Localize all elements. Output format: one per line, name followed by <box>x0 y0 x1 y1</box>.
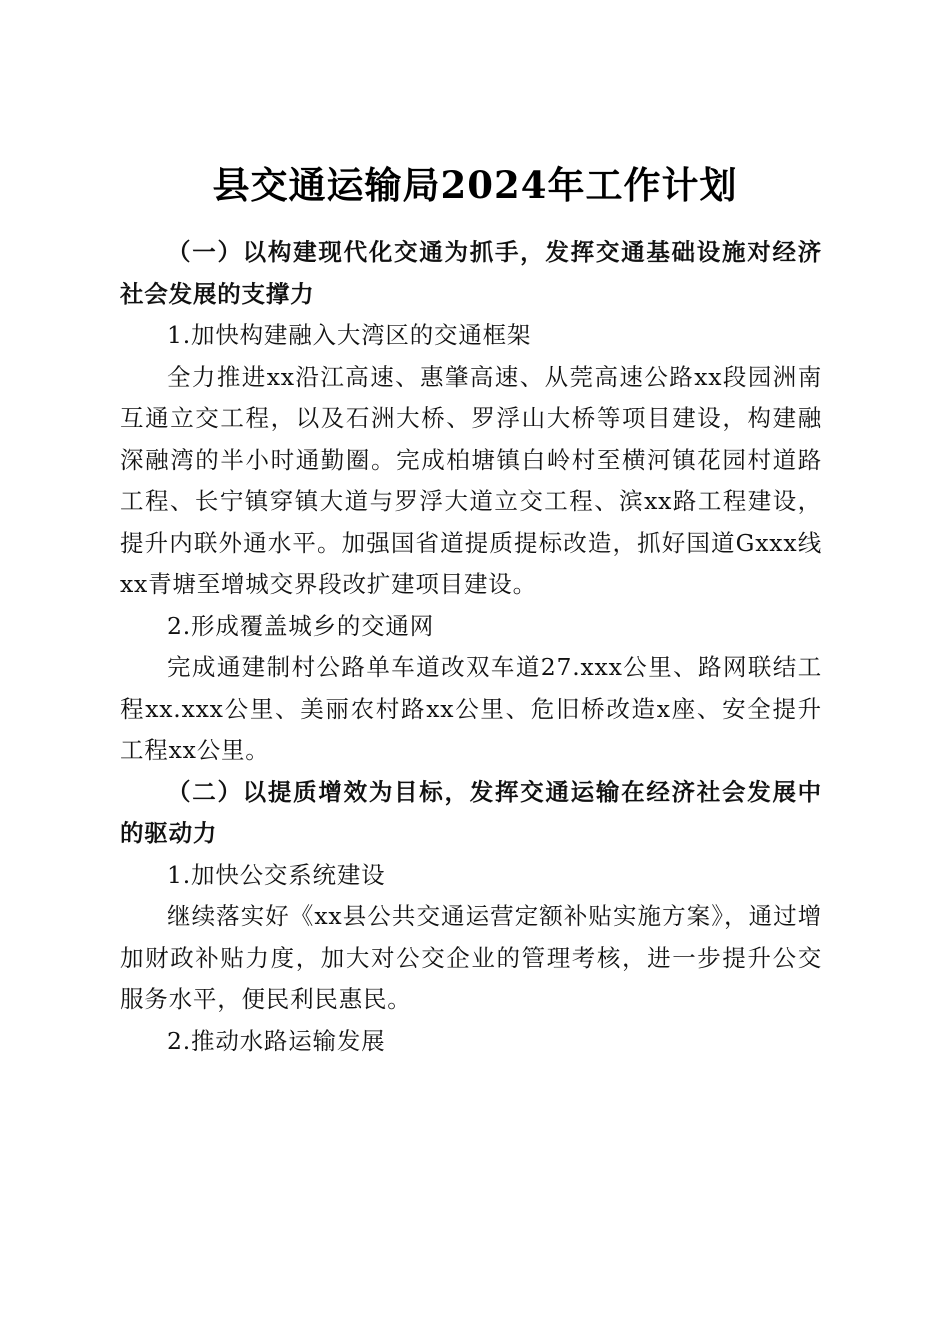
subsection-heading: 1.加快公交系统建设 <box>167 860 386 889</box>
body-paragraph: 继续落实好《xx县公共交通运营定额补贴实施方案》，通过增加财政补贴力度，加大对公交企业的管理考核，进一步提升公交服务水平，便民利民惠民。 <box>120 902 822 1013</box>
subsection-heading: 2.形成覆盖城乡的交通网 <box>167 611 435 640</box>
document-body <box>120 232 822 1062</box>
subsection-heading: 1.加快构建融入大湾区的交通框架 <box>167 321 532 349</box>
section-heading: （一）以构建现代化交通为抓手，发挥交通基础设施对经济社会发展的支撑力 <box>120 238 822 308</box>
document-title: 县交通运输局2024年工作计划 <box>212 162 738 207</box>
body-paragraph: 全力推进xx沿江高速、惠肇高速、从莞高速公路xx段园洲南互通立交工程，以及石洲大桥、罗浮山大桥等项目建设，构建融深融湾的半小时通勤圈。完成柏塘镇白岭村至横河镇花园村道路工程、长宁镇穿镇大道与罗浮大道立交工程、滨xx路工程建设，提升内联外通水平。加强国省道提质提标改造，抓好国道Gxxx线xx青塘至增城交界段改扩建项目建设。 <box>120 362 822 598</box>
body-paragraph: 完成通建制村公路单车道改双车道27.xxx公里、路网联结工程xx.xxx公里、美丽农村路xx公里、危旧桥改造x座、安全提升工程xx公里。 <box>120 653 822 764</box>
section-heading: （二）以提质增效为目标，发挥交通运输在经济社会发展中的驱动力 <box>120 777 822 847</box>
subsection-heading: 2.推动水路运输发展 <box>167 1026 386 1055</box>
